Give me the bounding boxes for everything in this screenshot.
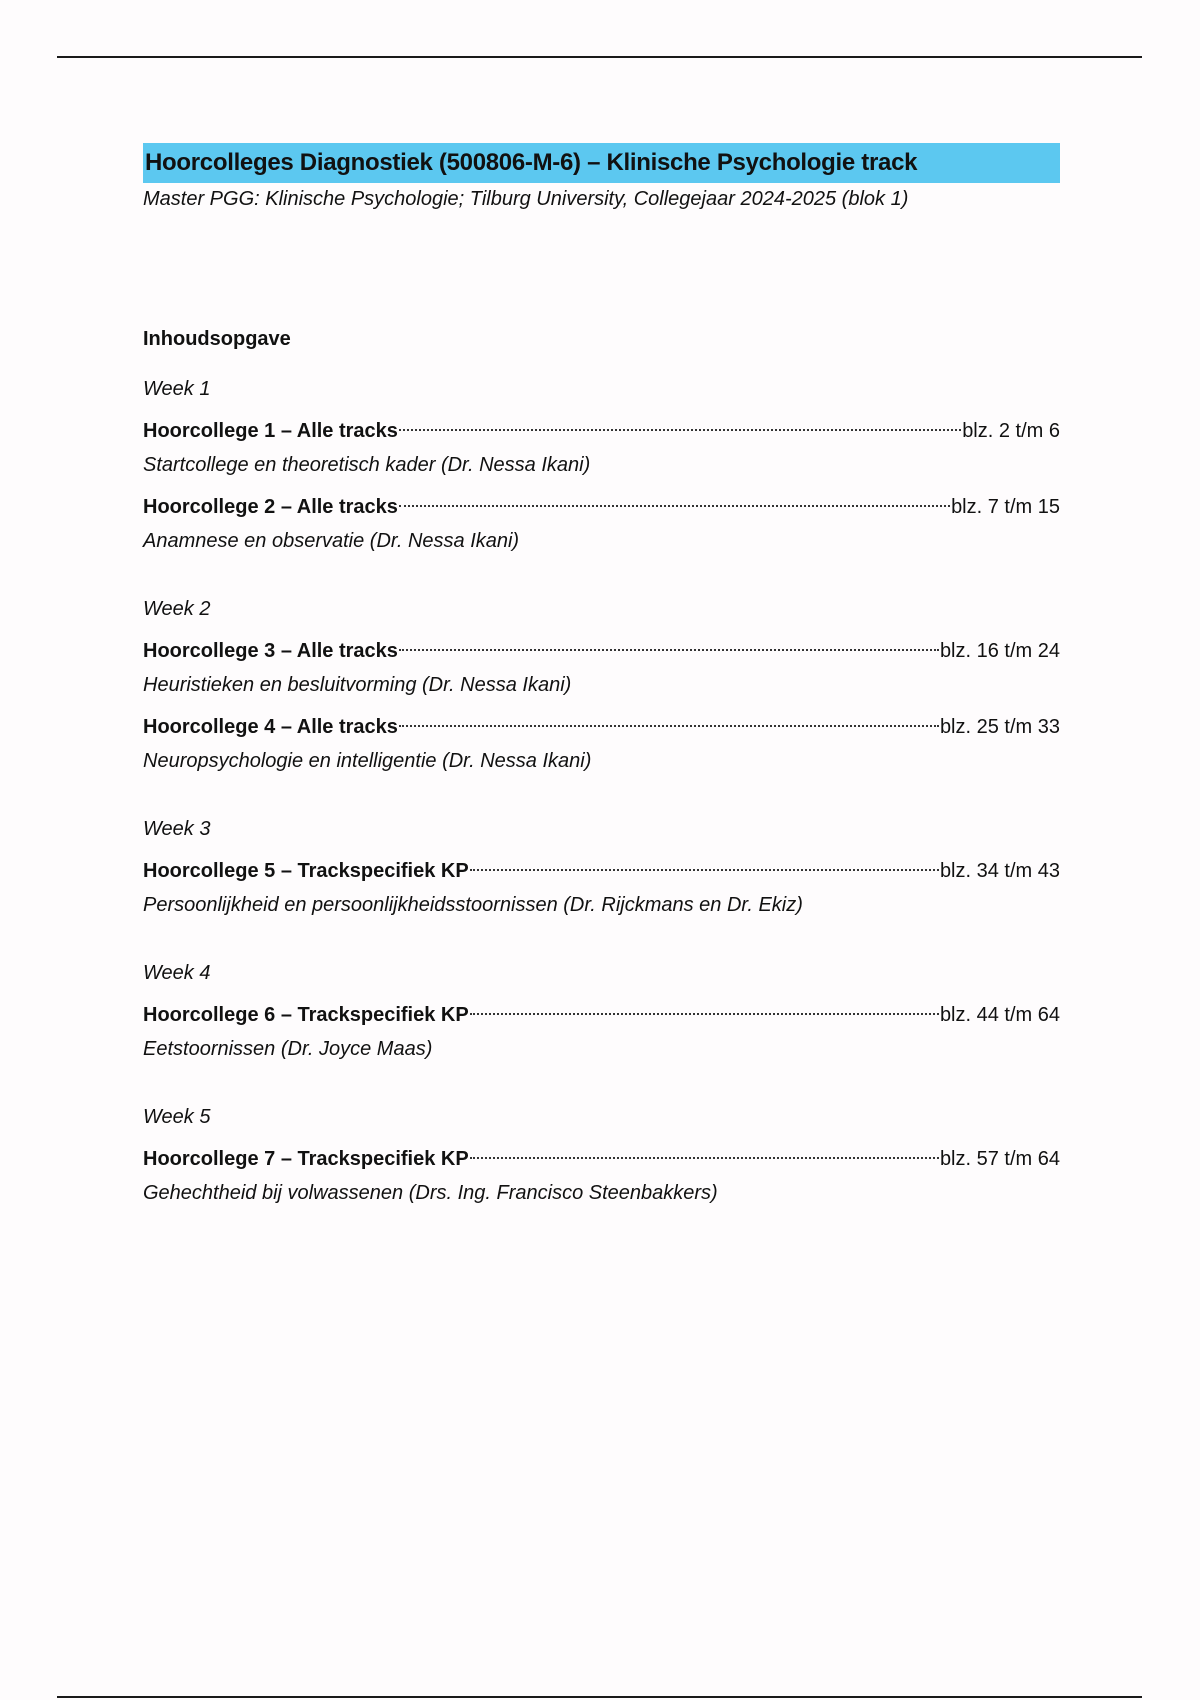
toc-entry-description: Eetstoornissen (Dr. Joyce Maas) [143,1038,433,1060]
toc-entry-hoorcollege-1[interactable] [143,409,1060,479]
toc-entry-pages: blz. 57 t/m 64 [939,1148,1060,1170]
header-rule [57,56,1142,58]
toc-entry-pages: blz. 7 t/m 15 [951,496,1060,518]
dot-leader [399,705,939,733]
toc-entry-pages: blz. 2 t/m 6 [962,420,1060,442]
toc-entry-title: Hoorcollege 6 – Trackspecifiek KP [143,1004,469,1026]
toc-entry-description: Gehechtheid bij volwassenen (Drs. Ing. Francisco Steenbakkers) [143,1182,718,1204]
toc-entry-pages: blz. 44 t/m 64 [939,1004,1060,1026]
toc-entry-hoorcollege-3[interactable] [143,629,1060,699]
document-title: Hoorcolleges Diagnostiek (500806-M-6) – Klinische Psychologie track [143,143,1060,183]
toc-entry-hoorcollege-4[interactable] [143,705,1060,775]
toc-entry-title: Hoorcollege 2 – Alle tracks [143,496,398,518]
toc-entry-title: Hoorcollege 7 – Trackspecifiek KP [143,1148,469,1170]
dot-leader [399,485,950,513]
document-subtitle: Master PGG: Klinische Psychologie; Tilburg University, Collegejaar 2024-2025 (blok 1) [143,188,909,210]
toc-entry-hoorcollege-7[interactable] [143,1137,1060,1207]
toc-entry-title: Hoorcollege 1 – Alle tracks [143,420,398,442]
toc-week-2 [143,595,1060,775]
dot-leader [470,849,939,877]
toc-entry-hoorcollege-2[interactable] [143,485,1060,555]
dot-leader [399,629,939,657]
week-label: Week 4 [143,962,211,984]
toc-entry-hoorcollege-6[interactable] [143,993,1060,1063]
week-label: Week 1 [143,378,211,400]
toc-entry-title: Hoorcollege 3 – Alle tracks [143,640,398,662]
toc-entry-description: Persoonlijkheid en persoonlijkheidsstoornissen (Dr. Rijckmans en Dr. Ekiz) [143,894,803,916]
toc-heading: Inhoudsopgave [143,328,291,350]
toc-week-4 [143,959,1060,1063]
toc-entry-pages: blz. 34 t/m 43 [939,860,1060,882]
toc-week-5 [143,1103,1060,1207]
dot-leader [399,409,961,437]
document-content [143,143,1060,1207]
toc-entry-title: Hoorcollege 5 – Trackspecifiek KP [143,860,469,882]
toc-entry-title: Hoorcollege 4 – Alle tracks [143,716,398,738]
footer-rule [57,1696,1142,1698]
toc-entry-pages: blz. 25 t/m 33 [939,716,1060,738]
toc-entry-description: Startcollege en theoretisch kader (Dr. Nessa Ikani) [143,454,591,476]
toc-entry-description: Anamnese en observatie (Dr. Nessa Ikani) [143,530,520,552]
week-label: Week 2 [143,598,211,620]
week-label: Week 5 [143,1106,211,1128]
week-label: Week 3 [143,818,211,840]
dot-leader [470,993,939,1021]
toc-entry-pages: blz. 16 t/m 24 [939,640,1060,662]
toc-entry-hoorcollege-5[interactable] [143,849,1060,919]
toc-entry-description: Heuristieken en besluitvorming (Dr. Nessa Ikani) [143,674,572,696]
dot-leader [470,1137,939,1165]
toc-week-1 [143,375,1060,555]
toc-week-3 [143,815,1060,919]
toc-entry-description: Neuropsychologie en intelligentie (Dr. Nessa Ikani) [143,750,592,772]
